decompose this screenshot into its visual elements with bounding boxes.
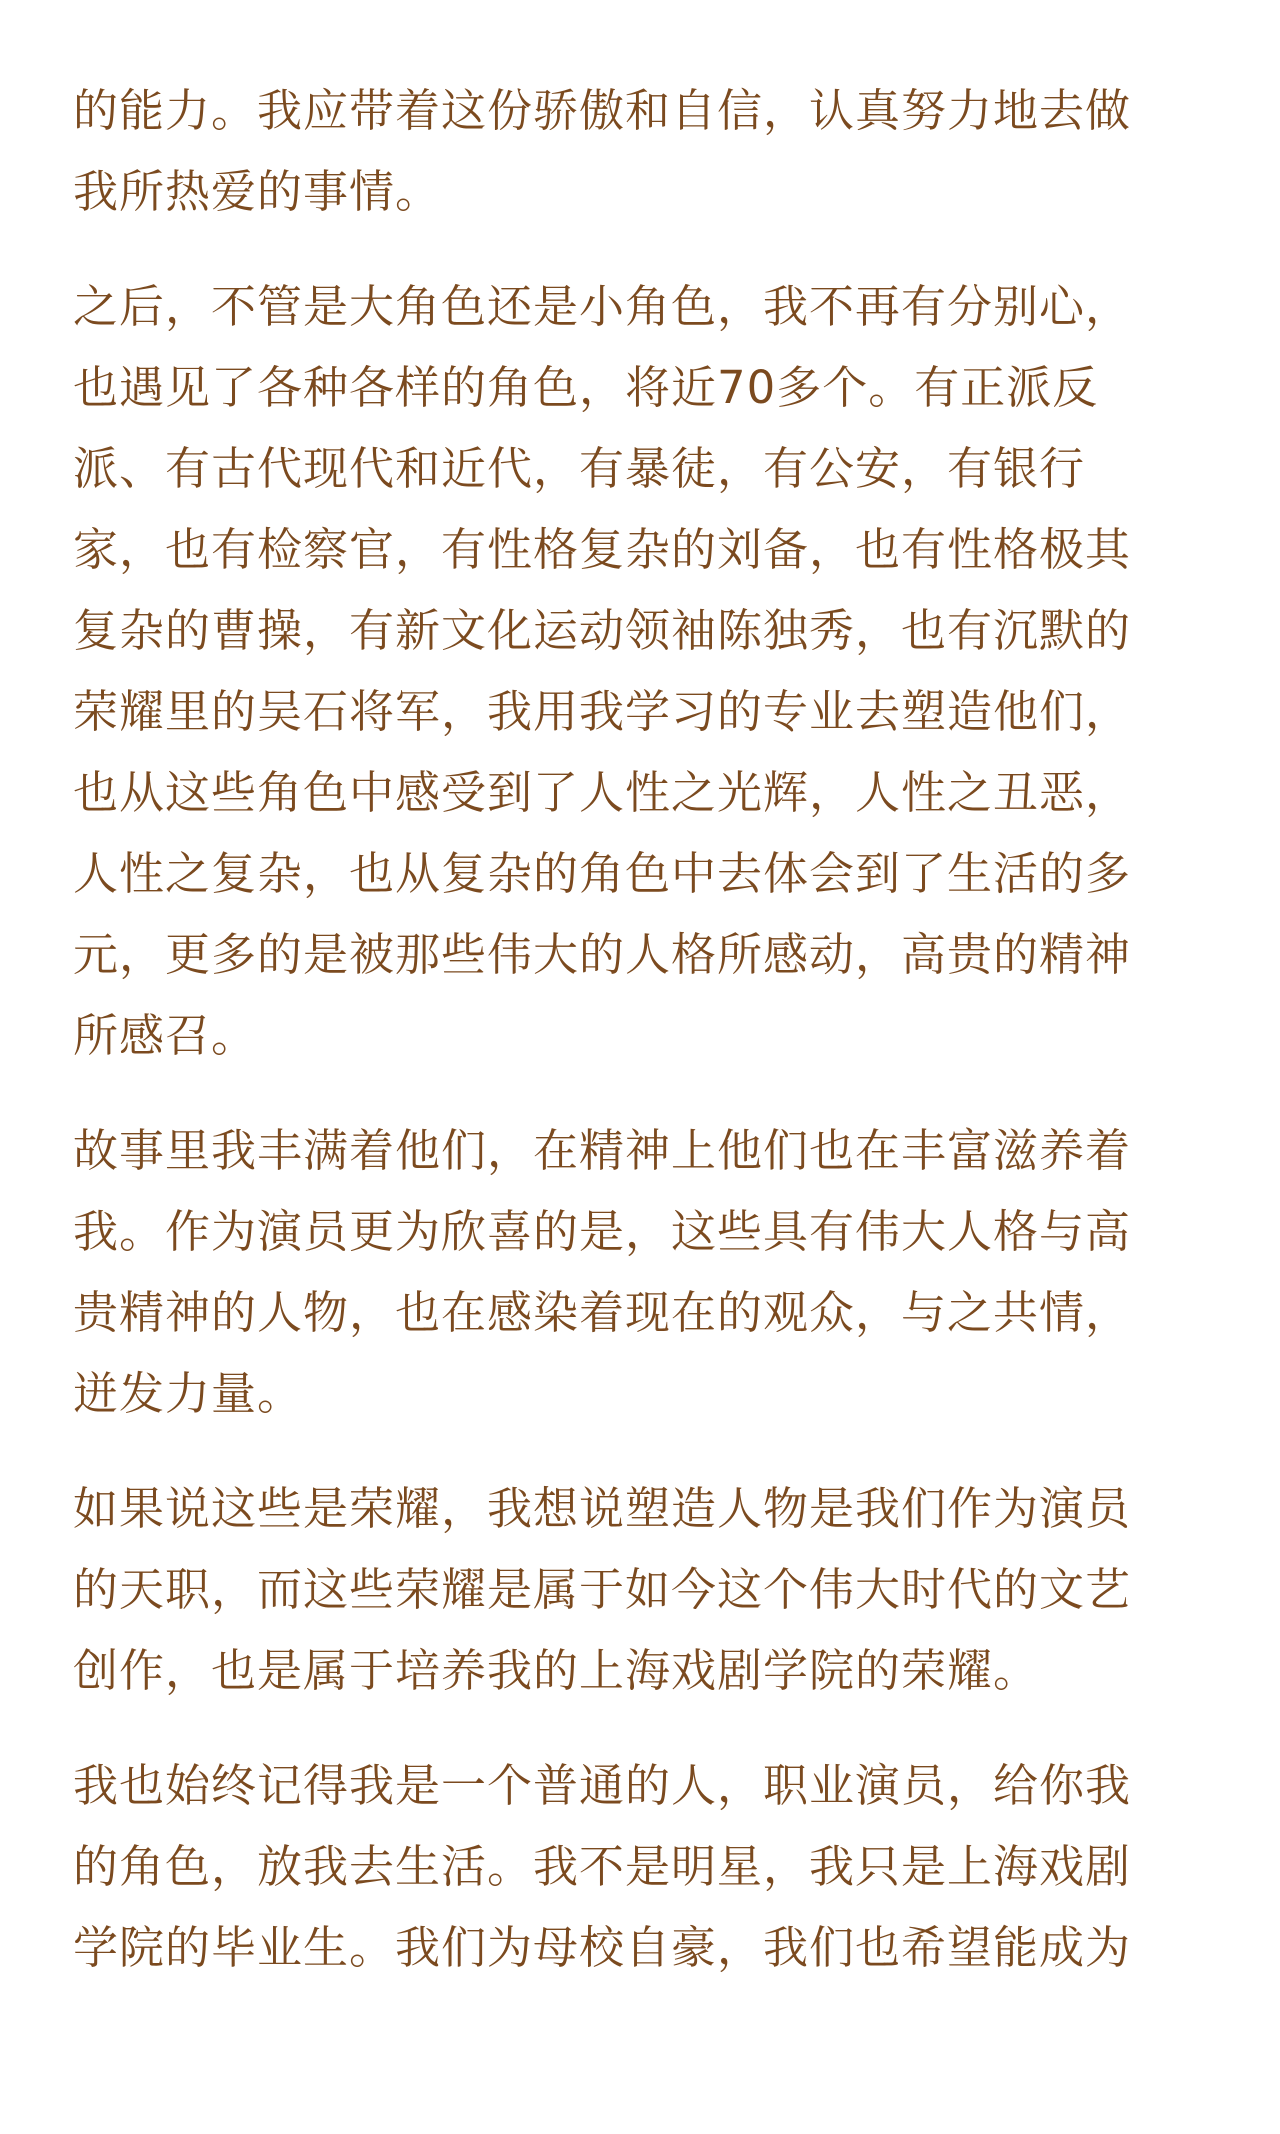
text-line: 元，更多的是被那些伟大的人格所感动，高贵的精神 — [73, 928, 1132, 981]
text-line: 学院的毕业生。我们为母校自豪，我们也希望能成为 — [73, 1921, 1132, 1974]
text-line: 家，也有检察官，有性格复杂的刘备，也有性格极其 — [73, 523, 1132, 576]
paragraph-3 — [73, 1110, 1210, 1434]
paragraph-4 — [73, 1468, 1210, 1711]
text-line: 荣耀里的吴石将军，我用我学习的专业去塑造他们， — [73, 685, 1132, 738]
text-line: 迸发力量。 — [73, 1367, 304, 1420]
text-line: 的角色，放我去生活。我不是明星，我只是上海戏剧 — [73, 1840, 1132, 1893]
text-line: 贵精神的人物，也在感染着现在的观众，与之共情， — [73, 1286, 1132, 1339]
paragraph-1 — [73, 70, 1210, 232]
text-line: 我也始终记得我是一个普通的人，职业演员，给你我 — [73, 1759, 1132, 1812]
paragraph-5 — [73, 1745, 1210, 1988]
text-line: 之后，不管是大角色还是小角色，我不再有分别心， — [73, 280, 1132, 333]
text-line: 派、有古代现代和近代，有暴徒，有公安，有银行 — [73, 442, 1086, 495]
paragraph-2 — [73, 266, 1210, 1076]
text-line: 我。作为演员更为欣喜的是，这些具有伟大人格与高 — [73, 1205, 1132, 1258]
text-line: 的天职，而这些荣耀是属于如今这个伟大时代的文艺 — [73, 1563, 1132, 1616]
text-line: 人性之复杂，也从复杂的角色中去体会到了生活的多 — [73, 847, 1132, 900]
text-line: 也遇见了各种各样的角色，将近70多个。有正派反 — [73, 361, 1099, 414]
text-line: 所感召。 — [73, 1009, 258, 1062]
text-line: 如果说这些是荣耀，我想说塑造人物是我们作为演员 — [73, 1482, 1132, 1535]
text-line: 故事里我丰满着他们，在精神上他们也在丰富滋养着 — [73, 1124, 1132, 1177]
text-line: 复杂的曹操，有新文化运动领袖陈独秀，也有沉默的 — [73, 604, 1132, 657]
text-line: 创作，也是属于培养我的上海戏剧学院的荣耀。 — [73, 1644, 1040, 1697]
text-line: 我所热爱的事情。 — [73, 165, 442, 218]
text-line: 也从这些角色中感受到了人性之光辉，人性之丑恶， — [73, 766, 1132, 819]
text-line: 的能力。我应带着这份骄傲和自信，认真努力地去做 — [73, 84, 1132, 137]
